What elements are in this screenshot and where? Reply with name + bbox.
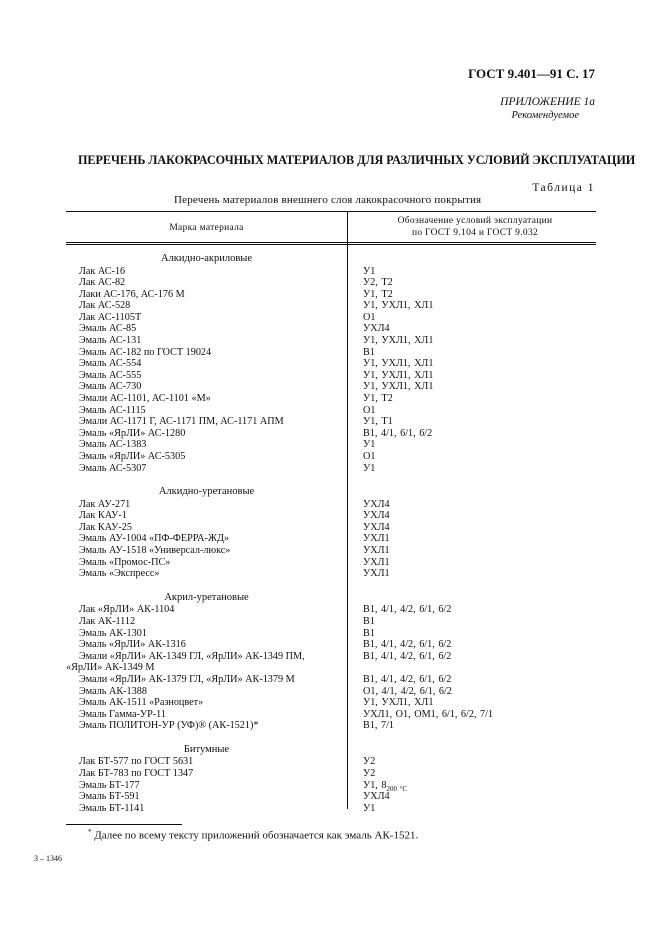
table-row (66, 277, 596, 289)
conditions-text: В1, 4/1, 4/2, 6/1, 6/2 (363, 639, 452, 651)
table-row (66, 416, 596, 428)
conditions-text: В1, 4/1, 4/2, 6/1, 6/2 (363, 604, 452, 616)
conditions-value (363, 405, 375, 417)
conditions-text: О1, 4/1, 4/2, 6/1, 6/2 (363, 685, 452, 697)
material-name-continuation: «ЯрЛИ» АК-1349 М (66, 662, 155, 674)
footnote-rule (66, 824, 182, 825)
conditions-text: У2, Т2 (363, 277, 393, 289)
table-row (66, 697, 596, 709)
conditions-text: В1, 4/1, 4/2, 6/1, 6/2 (363, 673, 452, 685)
table-row (66, 780, 596, 792)
conditions-value (363, 639, 451, 651)
table-row (66, 335, 596, 347)
material-name: Лак БТ-577 по ГОСТ 5631 (79, 756, 194, 768)
material-name: Эмаль АС-85 (79, 323, 137, 335)
material-name: Лаки АС-176, АС-176 М (79, 288, 185, 300)
conditions-text: У1, УХЛ1, ХЛ1 (363, 697, 434, 709)
table-row (66, 463, 596, 475)
conditions-value (363, 568, 390, 580)
conditions-text: УХЛ4 (363, 791, 390, 803)
conditions-text: У1, Т2 (363, 393, 393, 405)
conditions-value (363, 709, 493, 721)
table-row (66, 428, 596, 440)
conditions-text: У1, УХЛ1, ХЛ1 (363, 300, 434, 312)
table-row (66, 347, 596, 359)
table-row (66, 393, 596, 405)
conditions-subscript: 200 °С (386, 784, 408, 793)
table-row (66, 370, 596, 382)
table-row (66, 639, 596, 651)
conditions-value (363, 557, 390, 569)
conditions-value (363, 768, 375, 780)
table-row (66, 323, 596, 335)
conditions-text: У1 (363, 265, 376, 277)
material-name: Эмаль АК-1511 «Разноцвет» (79, 697, 204, 709)
material-name: Эмаль АУ-1004 «ПФ-ФЕРРА-ЖД» (79, 533, 230, 545)
group-spacer (66, 732, 596, 744)
conditions-value (363, 616, 375, 628)
material-name: Эмаль АУ-1518 «Универсал-люкс» (79, 545, 231, 557)
material-name: Эмаль АК-1388 (79, 685, 147, 697)
material-name: Лак КАУ-1 (79, 510, 127, 522)
table-row (66, 358, 596, 370)
conditions-text: В1, 4/1, 4/2, 6/1, 6/2 (363, 650, 452, 662)
group-heading: Алкидно-акриловые (160, 253, 253, 264)
material-name: Лак КАУ-25 (79, 521, 132, 533)
conditions-text: В1 (363, 346, 375, 358)
conditions-value (363, 756, 375, 768)
material-name: Эмаль БТ-177 (79, 779, 140, 791)
conditions-value (363, 277, 393, 289)
conditions-value (363, 791, 390, 803)
group-heading: Акрил-уретановые (164, 591, 249, 603)
conditions-text: УХЛ1 (363, 533, 390, 545)
group-spacer (66, 474, 596, 486)
table-caption: Перечень материалов внешнего слоя лакокрасочного покрытия (174, 194, 482, 206)
footnote (88, 828, 418, 842)
material-name: Лак АС-1105Т (79, 311, 142, 323)
material-name: Эмаль АС-131 (79, 335, 142, 347)
conditions-value (363, 289, 393, 301)
material-name: Эмали «ЯрЛИ» АК-1379 ГЛ, «ЯрЛИ» АК-1379 М (79, 673, 295, 685)
conditions-text: У1, Т2 (363, 288, 393, 300)
table-row (66, 381, 596, 393)
conditions-value (363, 522, 390, 534)
conditions-value (363, 510, 390, 522)
material-name: Эмаль АС-182 по ГОСТ 19024 (79, 346, 212, 358)
conditions-value (363, 393, 393, 405)
header-conditions-line2: по ГОСТ 9.104 и ГОСТ 9.032 (411, 228, 539, 238)
table-row (66, 568, 596, 580)
conditions-text: У1 (363, 802, 376, 814)
conditions-text: У1 (363, 439, 376, 451)
material-name: Эмаль «ЯрЛИ» АС-1280 (79, 427, 186, 439)
conditions-value (363, 312, 375, 324)
material-name: Эмали АС-1171 Г, АС-1171 ПМ, АС-1171 АПМ (79, 416, 284, 428)
table-row (66, 451, 596, 463)
conditions-text: У1, УХЛ1, ХЛ1 (363, 369, 434, 381)
conditions-text: В1, 7/1 (363, 720, 395, 732)
table-row (66, 791, 596, 803)
conditions-value (363, 300, 433, 312)
conditions-text: В1, 4/1, 6/1, 6/2 (363, 427, 433, 439)
table-row (66, 557, 596, 569)
material-name: Лак АК-1112 (79, 615, 136, 627)
material-name: Эмаль АК-1301 (79, 627, 147, 639)
table-row (66, 604, 596, 616)
table-row (66, 616, 596, 628)
conditions-text: О1 (363, 404, 376, 416)
table-row (66, 628, 596, 640)
conditions-value (363, 416, 393, 428)
material-name: Эмаль БТ-1141 (79, 802, 145, 814)
table-row (66, 300, 596, 312)
conditions-value (363, 381, 433, 393)
table-number: Таблица 1 (532, 182, 595, 194)
conditions-value (363, 335, 433, 347)
table-row (66, 499, 596, 511)
conditions-value (363, 347, 375, 359)
material-name: Эмаль «Промос-ПС» (79, 556, 171, 568)
material-name: Эмаль «ЯрЛИ» АС-5305 (79, 451, 186, 462)
conditions-value (363, 803, 375, 815)
material-name: Эмаль «Экспресс» (79, 568, 160, 580)
conditions-value (363, 674, 451, 686)
material-name: Лак АУ-271 (79, 498, 131, 510)
page-title: ПЕРЕЧЕНЬ ЛАКОКРАСОЧНЫХ МАТЕРИАЛОВ ДЛЯ РАЗЛИЧНЫХ УСЛОВИЙ ЭКСПЛУАТАЦИИ (78, 153, 636, 167)
conditions-text: В1 (363, 615, 375, 627)
table-row (66, 803, 596, 815)
material-name: Эмаль Гамма-УР-11 (79, 708, 166, 720)
group-heading: Битумные (183, 743, 230, 755)
header-conditions (354, 215, 596, 239)
conditions-text: У1, УХЛ1, ХЛ1 (363, 381, 434, 393)
conditions-text: УХЛ1 (363, 556, 390, 568)
conditions-value (363, 628, 375, 640)
conditions-text: УХЛ4 (363, 498, 390, 510)
table-row (66, 686, 596, 698)
table-row (66, 545, 596, 557)
appendix-label: ПРИЛОЖЕНИЕ 1а (500, 96, 595, 108)
conditions-text: УХЛ1 (363, 568, 390, 580)
material-name: Эмаль АС-1115 (79, 404, 146, 416)
table-row (66, 533, 596, 545)
conditions-text: У1, 8 (363, 779, 387, 791)
table-row (66, 522, 596, 534)
conditions-text: УХЛ4 (363, 510, 390, 522)
conditions-value (363, 463, 375, 475)
conditions-value (363, 323, 390, 335)
header-material: Марка материала (169, 223, 244, 233)
material-name: Эмаль АС-554 (79, 358, 142, 370)
conditions-value (363, 720, 394, 732)
recommended-label: Рекомендуемое (511, 110, 579, 121)
table-row (66, 720, 596, 732)
material-name: Эмали «ЯрЛИ» АК-1349 ГЛ, «ЯрЛИ» АК-1349 ПМ, (79, 650, 305, 662)
material-name: Эмаль ПОЛИТОН-УР (УФ)® (АК-1521)* (79, 720, 259, 732)
conditions-value (363, 651, 451, 663)
table-top-rule (66, 211, 596, 212)
table-row (66, 312, 596, 324)
conditions-value (363, 370, 433, 382)
material-name: Эмаль АС-730 (79, 381, 142, 393)
material-name: Эмали АС-1101, АС-1101 «М» (79, 393, 211, 405)
conditions-text: У1, УХЛ1, ХЛ1 (363, 358, 434, 370)
table-row (66, 510, 596, 522)
conditions-text: У2 (363, 756, 376, 768)
table-row (66, 651, 596, 663)
table-row-continuation (66, 662, 596, 674)
conditions-value (363, 499, 390, 511)
table-row (66, 674, 596, 686)
conditions-value (363, 604, 451, 616)
table-row (66, 405, 596, 417)
table-body (66, 253, 596, 814)
material-name: Эмаль БТ-591 (79, 791, 140, 803)
conditions-value (363, 428, 432, 440)
conditions-text: УХЛ1, О1, ОМ1, 6/1, 6/2, 7/1 (363, 708, 494, 720)
material-name: Лак «ЯрЛИ» АК-1104 (79, 604, 175, 616)
conditions-text: УХЛ4 (363, 521, 390, 533)
material-name: Эмаль «ЯрЛИ» АК-1316 (79, 639, 186, 651)
page-code: 3 – 1346 (34, 854, 62, 863)
conditions-value (363, 451, 375, 463)
conditions-value (363, 697, 433, 709)
table-row (66, 768, 596, 780)
material-name: Эмаль АС-5307 (79, 462, 147, 474)
materials-table (66, 211, 596, 814)
table-row (66, 709, 596, 721)
header-conditions-line1: Обозначение условий эксплуатации (397, 216, 553, 226)
material-name: Эмаль АС-555 (79, 369, 142, 381)
conditions-value (363, 533, 390, 545)
conditions-text: О1 (363, 451, 376, 462)
conditions-text: УХЛ4 (363, 323, 390, 335)
conditions-text: У1, Т1 (363, 416, 393, 428)
conditions-text: У1 (363, 462, 376, 474)
header-bottom-rule-2 (66, 244, 596, 245)
material-name: Лак БТ-783 по ГОСТ 1347 (79, 767, 194, 779)
standard-number: ГОСТ 9.401—91 С. 17 (468, 66, 595, 81)
conditions-text: У1, УХЛ1, ХЛ1 (363, 335, 434, 347)
footnote-text: Далее по всему тексту приложений обозначается как эмаль АК-1521. (94, 829, 419, 842)
table-row (66, 756, 596, 768)
table-row (66, 439, 596, 451)
conditions-text: В1 (363, 627, 375, 639)
conditions-value (363, 358, 433, 370)
conditions-text: У2 (363, 767, 376, 779)
material-name: Лак АС-16 (79, 265, 126, 277)
conditions-text: О1 (363, 311, 376, 323)
table-row (66, 289, 596, 301)
conditions-value (363, 686, 452, 698)
material-name: Лак АС-82 (79, 277, 126, 289)
header-bottom-rule (66, 242, 596, 243)
conditions-value (363, 266, 375, 278)
conditions-text: УХЛ1 (363, 545, 390, 557)
group-spacer (66, 580, 596, 592)
table-row (66, 266, 596, 278)
material-name: Лак АС-528 (79, 300, 131, 312)
conditions-value (363, 545, 390, 557)
group-heading: Алкидно-уретановые (158, 486, 255, 498)
footnote-mark: * (88, 828, 92, 836)
conditions-value (363, 439, 375, 451)
material-name: Эмаль АС-1383 (79, 439, 147, 451)
